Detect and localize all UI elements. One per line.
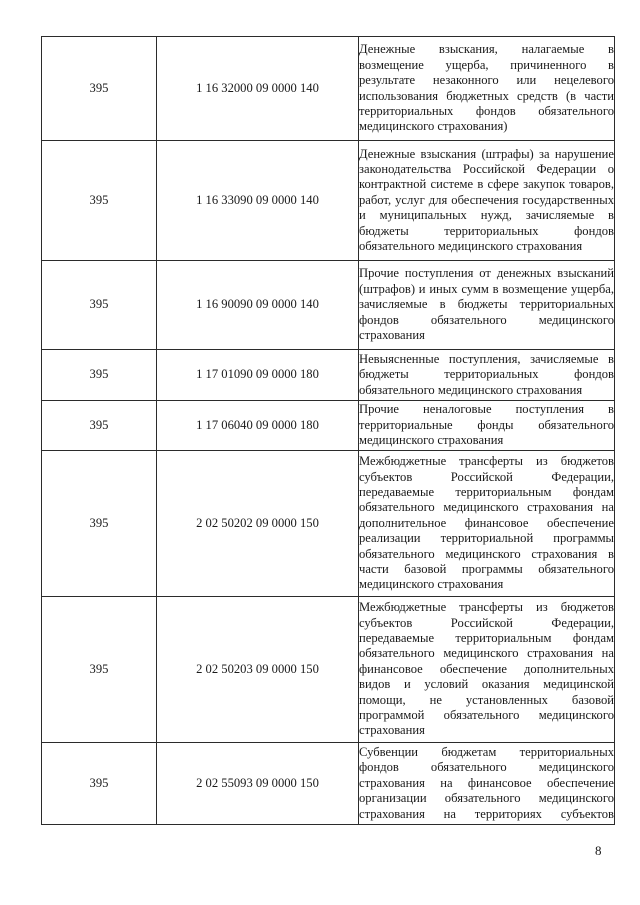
- description-line: (штрафов) и иных сумм в возмещение ущерба,: [359, 281, 614, 296]
- description-line: Межбюджетные трансферты из бюджетов: [359, 454, 614, 469]
- description-line: финансовое обеспечение дополнительных: [359, 661, 614, 676]
- page-number: 8: [595, 843, 602, 858]
- description-line: территориальных фондов обязательного: [359, 103, 614, 118]
- description-line: помощи, не установленных базовой: [359, 692, 614, 707]
- description-line: части базовой программы обязательного: [359, 562, 614, 577]
- description-line: Денежные взыскания (штрафы) за нарушение: [359, 146, 614, 161]
- description-line: обязательного медицинского страхования в: [359, 546, 614, 561]
- description-line: использования бюджетных средств (в части: [359, 88, 614, 103]
- table-row: [42, 37, 615, 141]
- description-line: возмещение ущерба, причиненного в: [359, 57, 614, 72]
- description-line-last: страхования: [359, 723, 425, 738]
- description-line: работ, услуг для обеспечения государственных: [359, 192, 614, 207]
- description-line: бюджеты территориальных фондов: [359, 367, 614, 382]
- table-row: [42, 597, 615, 743]
- table-body: [42, 37, 615, 825]
- admin-code-cell: 395: [42, 261, 157, 350]
- description-line-last: медицинского страхования: [359, 577, 504, 592]
- description-line: видов и условий оказания медицинской: [359, 677, 614, 692]
- description-line: Прочие поступления от денежных взысканий: [359, 266, 614, 281]
- kbk-code-cell: 1 17 06040 09 0000 180: [157, 401, 359, 451]
- description-line: передаваемые территориальным фондам: [359, 484, 614, 499]
- admin-code-cell: 395: [42, 350, 157, 401]
- description-line: субъектов Российской Федерации,: [359, 615, 614, 630]
- description-line: результате незаконного или нецелевого: [359, 73, 614, 88]
- description-line-last: медицинского страхования: [359, 433, 504, 448]
- kbk-code-cell: 2 02 50202 09 0000 150: [157, 451, 359, 597]
- description-line: территориальные фонды обязательного: [359, 417, 614, 432]
- description-cell: [359, 141, 615, 261]
- description-line: страхования на территориях субъектов: [359, 806, 614, 821]
- description-line-last: медицинского страхования): [359, 119, 508, 134]
- description-line: фондов обязательного медицинского: [359, 760, 614, 775]
- description-line: организации обязательного медицинского: [359, 791, 614, 806]
- description-line: бюджеты территориальных фондов: [359, 223, 614, 238]
- table-row: [42, 350, 615, 401]
- description-cell: [359, 350, 615, 401]
- description-line: дополнительное финансовое обеспечение: [359, 515, 614, 530]
- admin-code-cell: 395: [42, 401, 157, 451]
- description-cell: [359, 401, 615, 451]
- admin-code-cell: 395: [42, 743, 157, 825]
- description-line: и муниципальных нужд, зачисляемые в: [359, 208, 614, 223]
- description-line: Субвенции бюджетам территориальных: [359, 744, 614, 759]
- description-line-last: обязательного медицинского страхования: [359, 239, 583, 254]
- description-cell: [359, 37, 615, 141]
- table-row: [42, 451, 615, 597]
- kbk-code-cell: 2 02 55093 09 0000 150: [157, 743, 359, 825]
- table-row: [42, 743, 615, 825]
- admin-code-cell: 395: [42, 597, 157, 743]
- description-line: Денежные взыскания, налагаемые в: [359, 42, 614, 57]
- description-line: зачисляемые в бюджеты территориальных: [359, 297, 614, 312]
- description-line: передаваемые территориальным фондам: [359, 630, 614, 645]
- admin-code-cell: 395: [42, 37, 157, 141]
- description-cell: [359, 451, 615, 597]
- table-row: [42, 141, 615, 261]
- description-line: реализации территориальной программы: [359, 531, 614, 546]
- kbk-code-cell: 2 02 50203 09 0000 150: [157, 597, 359, 743]
- description-line: программой обязательного медицинского: [359, 708, 614, 723]
- admin-code-cell: 395: [42, 141, 157, 261]
- kbk-code-cell: 1 16 33090 09 0000 140: [157, 141, 359, 261]
- description-cell: [359, 597, 615, 743]
- description-line: законодательства Российской Федерации о: [359, 161, 614, 176]
- description-line-last: страхования: [359, 328, 425, 343]
- description-line-last: обязательного медицинского страхования: [359, 382, 583, 397]
- kbk-code-cell: 1 16 90090 09 0000 140: [157, 261, 359, 350]
- kbk-code-cell: 1 16 32000 09 0000 140: [157, 37, 359, 141]
- description-line: обязательного медицинского страхования на: [359, 500, 614, 515]
- description-cell: [359, 743, 615, 825]
- kbk-code-cell: 1 17 01090 09 0000 180: [157, 350, 359, 401]
- description-cell: [359, 261, 615, 350]
- table-row: [42, 401, 615, 451]
- description-line: Невыясненные поступления, зачисляемые в: [359, 351, 614, 366]
- description-line: Прочие неналоговые поступления в: [359, 402, 614, 417]
- description-line: страхования на финансовое обеспечение: [359, 775, 614, 790]
- description-line: фондов обязательного медицинского: [359, 312, 614, 327]
- admin-code-cell: 395: [42, 451, 157, 597]
- description-line: Межбюджетные трансферты из бюджетов: [359, 600, 614, 615]
- table-row: [42, 261, 615, 350]
- budget-classification-table: [41, 36, 615, 825]
- description-line: контрактной системе в сфере закупок товаров,: [359, 177, 614, 192]
- description-line: обязательного медицинского страхования на: [359, 646, 614, 661]
- description-line: субъектов Российской Федерации,: [359, 469, 614, 484]
